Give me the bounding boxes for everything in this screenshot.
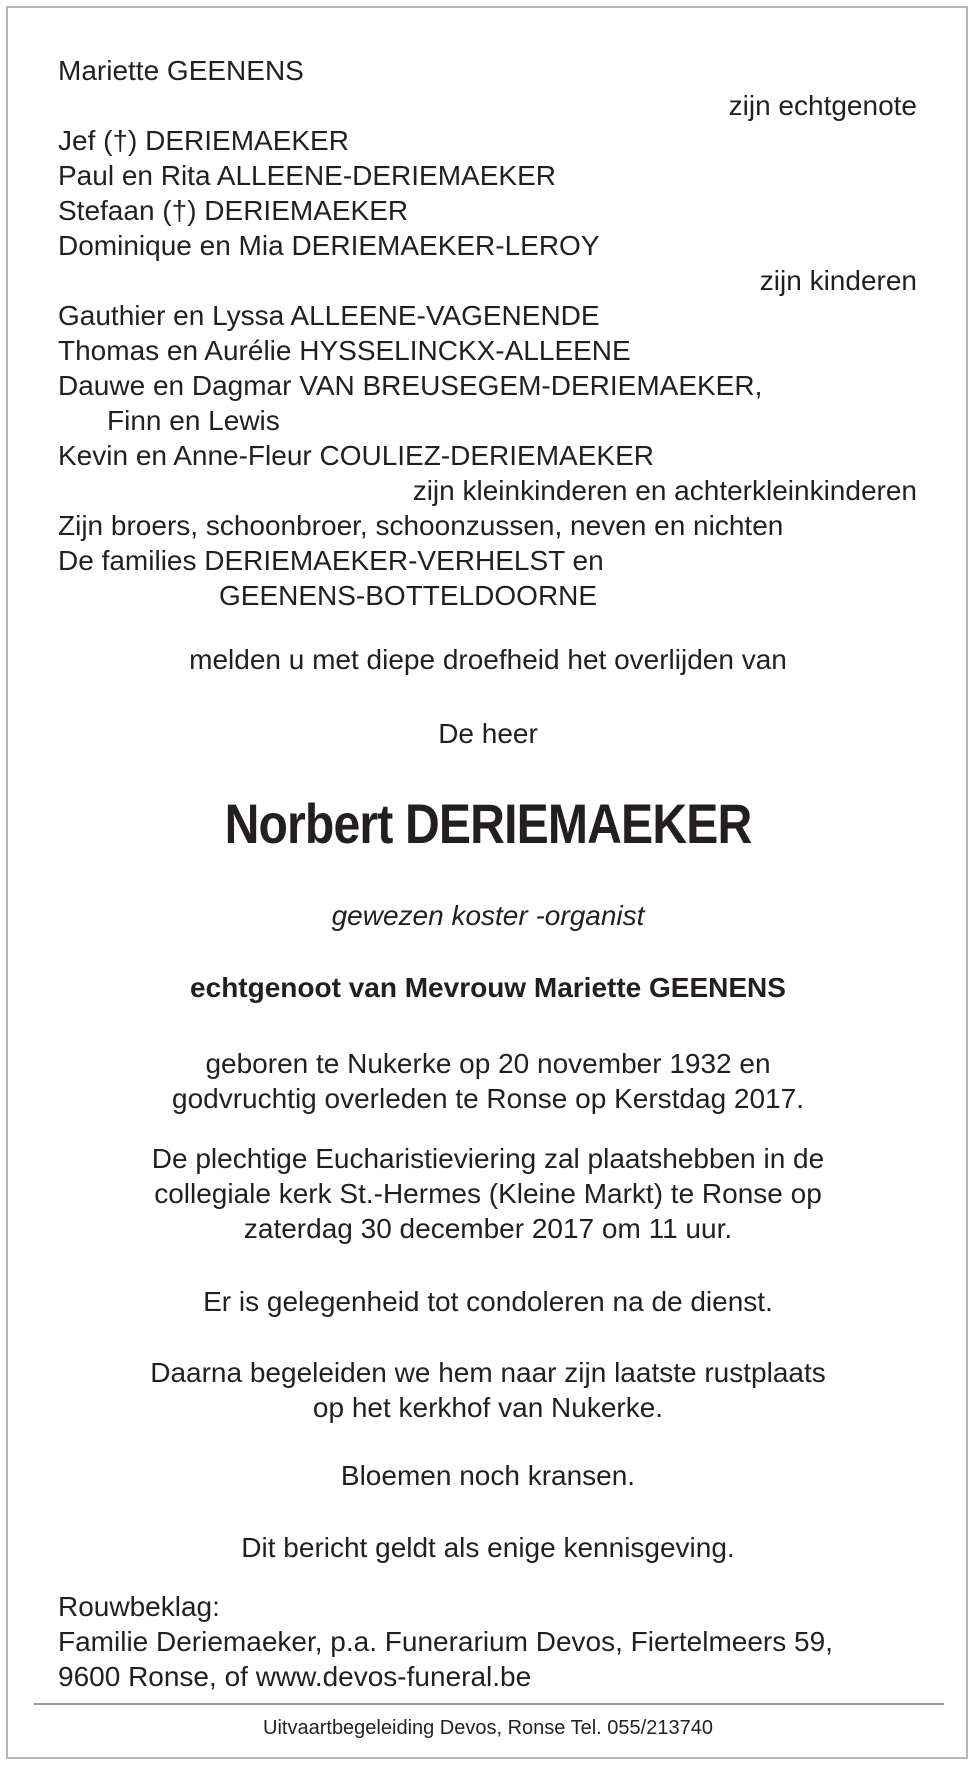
child-line: Paul en Rita ALLEENE-DERIEMAEKER xyxy=(58,160,556,191)
families-line: GEENENS-BOTTELDOORNE xyxy=(219,580,598,611)
death-line: godvruchtig overleden te Ronse op Kerstdag 2017. xyxy=(172,1083,804,1114)
flowers-line: Bloemen noch kransen. xyxy=(340,1460,636,1491)
notice-line: Dit bericht geldt als enige kennisgeving. xyxy=(241,1532,735,1563)
child-line: Dominique en Mia DERIEMAEKER-LEROY xyxy=(58,230,600,261)
children-role: zijn kinderen xyxy=(759,265,917,296)
grandchild-line: Kevin en Anne-Fleur COULIEZ-DERIEMAEKER xyxy=(58,440,654,471)
birth-line: geboren te Nukerke op 20 november 1932 en xyxy=(205,1048,771,1079)
condolence-line: Er is gelegenheid tot condoleren na de dienst. xyxy=(203,1286,773,1317)
mourning-heading: Rouwbeklag: xyxy=(58,1591,220,1622)
footer-divider xyxy=(34,1703,944,1705)
grandchild-line: Thomas en Aurélie HYSSELINCKX-ALLEENE xyxy=(58,335,631,366)
siblings-line: Zijn broers, schoonbroer, schoonzussen, neven en nichten xyxy=(58,510,784,541)
mourning-address: 9600 Ronse, of www.devos-funeral.be xyxy=(58,1661,532,1692)
burial-line: Daarna begeleiden we hem naar zijn laatste rustplaats xyxy=(150,1357,826,1388)
spouse-of: echtgenoot van Mevrouw Mariette GEENENS xyxy=(190,972,786,1003)
ceremony-line: zaterdag 30 december 2017 om 11 uur. xyxy=(243,1213,733,1244)
ceremony-line: collegiale kerk St.-Hermes (Kleine Markt) te Ronse op xyxy=(154,1178,822,1209)
announcement: melden u met diepe droefheid het overlijden van xyxy=(189,644,787,675)
families-line: De families DERIEMAEKER-VERHELST en xyxy=(58,545,604,576)
footer-text: Uitvaartbegeleiding Devos, Ronse Tel. 055/213740 xyxy=(263,1717,713,1739)
occupation: gewezen koster -organist xyxy=(331,900,645,931)
spouse-name: Mariette GEENENS xyxy=(58,55,304,86)
child-line: Jef (†) DERIEMAEKER xyxy=(58,125,349,156)
child-line: Stefaan (†) DERIEMAEKER xyxy=(58,195,409,226)
ceremony-line: De plechtige Eucharistieviering zal plaatshebben in de xyxy=(151,1143,825,1174)
grandchild-line: Finn en Lewis xyxy=(107,405,280,436)
grandchildren-role: zijn kleinkinderen en achterkleinkinderen xyxy=(412,475,917,506)
salutation: De heer xyxy=(438,718,538,749)
deceased-name: Norbert DERIEMAEKER xyxy=(224,792,752,855)
grandchild-line: Dauwe en Dagmar VAN BREUSEGEM-DERIEMAEKER, xyxy=(58,370,763,401)
mourning-address: Familie Deriemaeker, p.a. Funerarium Devos, Fiertelmeers 59, xyxy=(58,1626,833,1657)
burial-line: op het kerkhof van Nukerke. xyxy=(312,1392,664,1423)
grandchild-line: Gauthier en Lyssa ALLEENE-VAGENENDE xyxy=(58,300,600,331)
spouse-role: zijn echtgenote xyxy=(728,90,917,121)
